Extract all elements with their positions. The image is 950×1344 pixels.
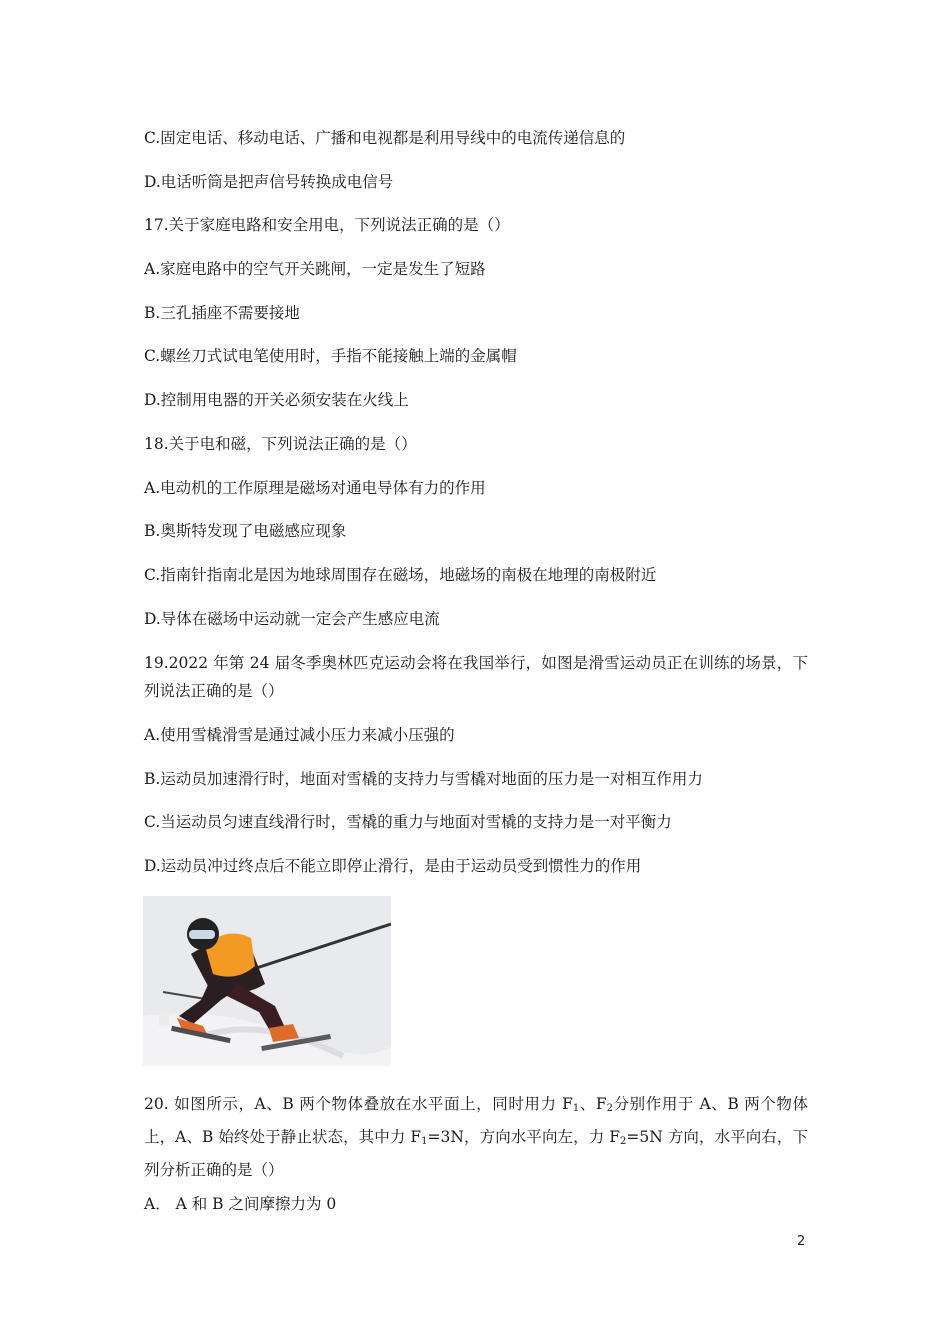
q17-option-d: D.控制用电器的开关必须安装在火线上 [144, 391, 409, 409]
q19-option-c: C.当运动员匀速直线滑行时，雪橇的重力与地面对雪橇的支持力是一对平衡力 [144, 813, 672, 831]
q17-stem: 17.关于家庭电路和安全用电，下列说法正确的是（） [144, 216, 510, 234]
q17-option-c: C.螺丝刀式试电笔使用时，手指不能接触上端的金属帽 [144, 347, 517, 365]
q18-option-a: A.电动机的工作原理是磁场对通电导体有力的作用 [144, 479, 486, 497]
q19-option-d: D.运动员冲过终点后不能立即停止滑行，是由于运动员受到惯性力的作用 [144, 857, 642, 875]
q20-stem-text-5: =5N 方向，水平向右，下列分析正确的是（） [144, 1128, 808, 1179]
q19-option-b: B.运动员加速滑行时，地面对雪橇的支持力与雪橇对地面的压力是一对相互作用力 [144, 770, 703, 788]
q18-stem: 18.关于电和磁，下列说法正确的是（） [144, 435, 417, 453]
f2-subscript: 2 [606, 1103, 614, 1114]
q20-stem-text-4: =3N，方向水平向左，力 F [427, 1128, 621, 1146]
q20-stem-text-1: 20. 如图所示，A、B 两个物体叠放在水平面上，同时用力 F [144, 1095, 573, 1113]
q19-stem: 19.2022 年第 24 届冬季奥林匹克运动会将在我国举行，如图是滑雪运动员正在训练的场景，下列说法正确的是（） [144, 654, 808, 700]
f1-subscript: 1 [421, 1136, 428, 1147]
q18-option-d: D.导体在磁场中运动就一定会产生感应电流 [144, 610, 440, 628]
q18-option-b: B.奥斯特发现了电磁感应现象 [144, 522, 347, 540]
q17-option-b: B.三孔插座不需要接地 [144, 304, 300, 322]
q20-stem [144, 1090, 808, 1184]
q20-stem-text-2: 、F [579, 1095, 607, 1113]
q18-option-c: C.指南针指南北是因为地球周围存在磁场，地磁场的南极在地理的南极附近 [144, 566, 657, 584]
q20-stem-text-3: 分别作用于 A、B 两个物体上，A、B 始终处于静止状态，其中力 F [144, 1095, 808, 1146]
f1-subscript: 1 [572, 1103, 580, 1114]
q16-option-c: C.固定电话、移动电话、广播和电视都是利用导线中的电流传递信息的 [144, 129, 626, 147]
q20-option-a: A． A 和 B 之间摩擦力为 0 [144, 1195, 337, 1213]
page-number: 2 [797, 1234, 806, 1249]
f2-subscript: 2 [620, 1136, 627, 1147]
q17-option-a: A.家庭电路中的空气开关跳闸，一定是发生了短路 [144, 260, 486, 278]
q19-option-a: A.使用雪橇滑雪是通过减小压力来减小压强的 [144, 726, 455, 744]
q16-option-d: D.电话听筒是把声信号转换成电信号 [144, 173, 394, 191]
skier-photo [143, 896, 391, 1066]
